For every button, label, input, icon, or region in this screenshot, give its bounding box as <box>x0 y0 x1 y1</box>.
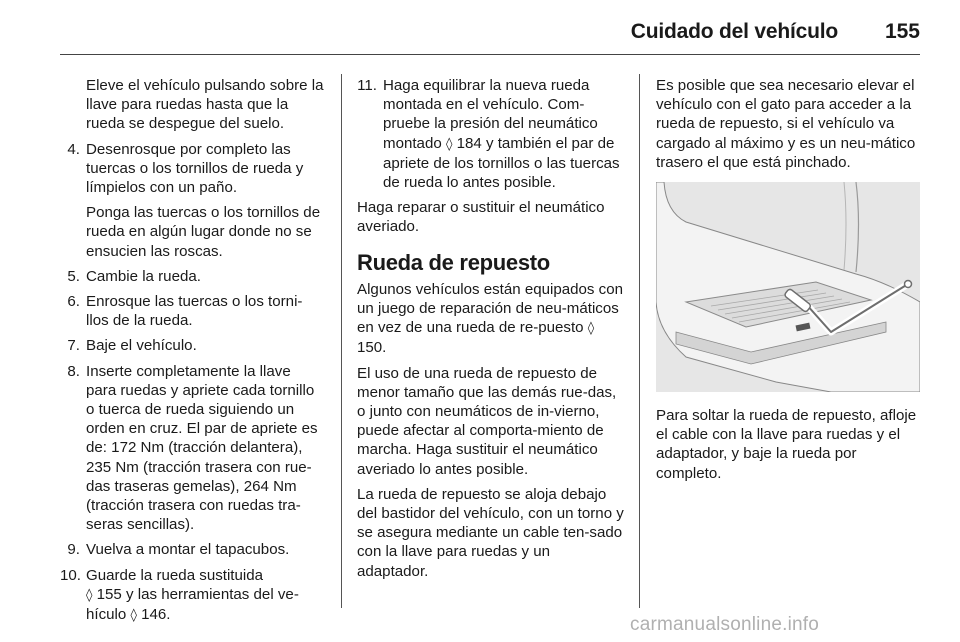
list-number: 5. <box>67 267 80 285</box>
list-text: Desenrosque por completo las tuercas o los tornillos de rueda y límpielos con un paño. <box>86 140 304 197</box>
list-text: Vuelva a montar el tapacubos. <box>86 541 290 559</box>
list-item <box>60 140 325 198</box>
cross-reference-icon: ◊ <box>445 136 453 152</box>
cross-reference-icon: ◊ <box>86 587 93 603</box>
paragraph: Haga reparar o sustituir el neumático averiado. <box>357 199 605 236</box>
column-divider-1 <box>341 74 342 608</box>
paragraph: El uso de una rueda de repuesto de menor tamaño que las demás rue-das, o junto con neumáticos de in-vierno, puede afectar al comporta-miento de marcha. Haga sustituir el neumático averiado lo antes posible. <box>357 364 617 478</box>
cross-reference-icon: ◊ <box>587 321 595 337</box>
spare-wheel-winch-illustration <box>656 182 920 392</box>
paragraph: Para soltar la rueda de repuesto, afloje el cable con la llave para ruedas y el adaptador, y baje la rueda por completo. <box>656 407 917 482</box>
page-section-title: Cuidado del vehículo <box>630 20 838 43</box>
list-number: 4. <box>67 140 80 158</box>
list-text: Enrosque las tuercas o los torni-llos de la rueda. <box>86 293 303 330</box>
page-number: 155 <box>884 20 920 43</box>
list-number: 7. <box>67 337 80 355</box>
list-text: Cambie la rueda. <box>86 267 201 285</box>
list-item <box>60 566 325 626</box>
list-number: 9. <box>67 541 80 559</box>
column-2 <box>357 76 625 587</box>
list-text-part: Guarde la rueda sustituida <box>86 566 264 584</box>
page-reference-link[interactable]: 146. <box>141 606 171 624</box>
list-text: Baje el vehículo. <box>86 337 197 355</box>
section-heading: Rueda de repuesto <box>357 249 550 275</box>
page-reference-link[interactable]: 150. <box>357 339 387 357</box>
watermark: carmanualsonline.info <box>630 614 820 635</box>
list-text-part: y también el par de apriete de los tornillos o las tuercas de rueda lo antes posible. <box>383 134 620 192</box>
list-text <box>383 76 625 192</box>
column-divider-2 <box>639 74 640 608</box>
page-reference-link[interactable]: 184 <box>456 134 482 152</box>
list-item <box>60 540 325 559</box>
paragraph-text: Algunos vehículos están equipados con un juego de reparación de neu-máticos en vez de una rueda de re-puesto <box>357 280 624 337</box>
list-item <box>357 76 625 192</box>
list-number: 10. <box>60 566 81 584</box>
list-number: 6. <box>67 293 80 311</box>
page-reference-link[interactable]: 155 <box>96 585 122 603</box>
paragraph: La rueda de repuesto se aloja debajo del bastidor del vehículo, con un torno y se asegura mediante un cable ten-sado con la llave para ruedas y un adaptador. <box>357 485 624 580</box>
list-item <box>60 267 325 286</box>
cross-reference-icon: ◊ <box>130 608 137 624</box>
paragraph: Es posible que sea necesario elevar el vehículo con el gato para acceder a la rueda de repuesto, si el vehículo va cargado al máximo y es un neu-mático trasero el que está pinchado. <box>656 77 916 171</box>
list-item <box>60 362 325 535</box>
column-3 <box>656 76 922 489</box>
spare-wheel-figure <box>656 182 920 392</box>
list-text-part: y las herramientas del ve-hículo <box>86 585 299 624</box>
step-3-continuation: Eleve el vehículo pulsando sobre la llave para ruedas hasta que la rueda se despegue del suelo. <box>86 77 324 133</box>
header-rule <box>60 54 920 55</box>
list-subparagraph: Ponga las tuercas o los tornillos de rueda en algún lugar donde no se ensucien las roscas. <box>86 204 321 260</box>
list-item <box>60 336 325 355</box>
list-item <box>60 292 325 330</box>
list-number: 11. <box>357 77 377 94</box>
list-number: 8. <box>67 362 80 380</box>
list-text <box>86 566 325 626</box>
paragraph <box>357 280 625 358</box>
list-text-part: Haga equilibrar la nueva rueda montada en el vehículo. Com-pruebe la presión del neumático montado <box>383 77 598 152</box>
page-header <box>60 16 920 56</box>
list-text: Inserte completamente la llave para ruedas y apriete cada tornillo o tuerca de rueda siguiendo un orden en cruz. El par de apriete es de: 172 Nm (tracción delantera), 235 Nm (tracción trasera con rue-das traseras gemelas), 264 Nm (tracción trasera con ruedas tra-seras sencillas). <box>86 362 318 534</box>
column-1 <box>60 76 325 631</box>
